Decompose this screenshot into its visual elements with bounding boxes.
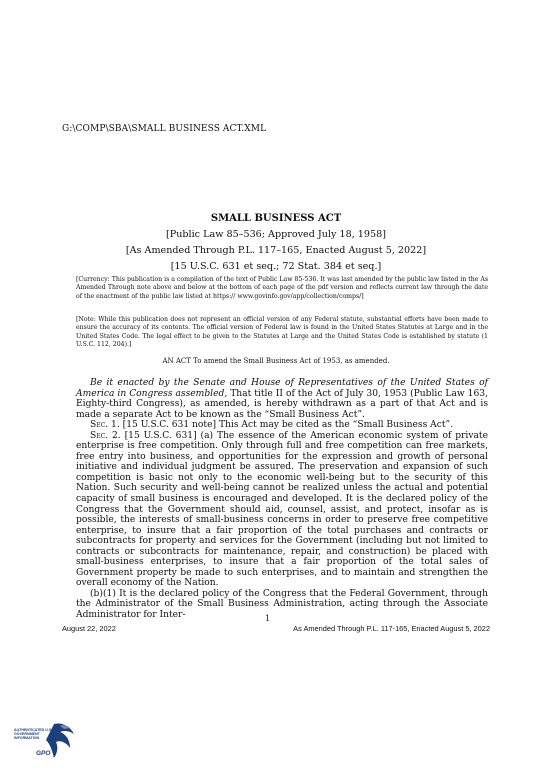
seal-text: AUTHENTICATED U.S. GOVERNMENT INFORMATION — [14, 728, 53, 741]
usc-citation-line: [15 U.S.C. 631 et seq.; 72 Stat. 384 et seq.] — [170, 261, 382, 272]
act-title-line: AN ACT To amend the Small Business Act of 1953, as amended. — [162, 357, 390, 365]
official-version-note: [Note: While this publication does not represent an official version of any Federal statute, substantial efforts have been made to ensure the accuracy of its contents. The official version of Federal law is found in the United States Statutes at Large and in the United States Code. The legal effect to be given to the Statutes at Large and the United States Code is established by statute (1 U.S.C. 112, 204).] — [76, 316, 488, 349]
document-title: SMALL BUSINESS ACT — [210, 213, 342, 224]
paragraph-b1: (b)(1) It is the declared policy of the Congress that the Federal Government, through the Administrator of the Small Business Administration, acting through the Associate Administrator for Inter- — [76, 588, 488, 621]
gpo-logo-text: GPO — [36, 750, 51, 757]
eagle-seal-icon — [14, 718, 80, 766]
public-law-line: [Public Law 85–536; Approved July 18, 1958] — [166, 229, 386, 240]
amended-through-line: [As Amended Through P.L. 117–165, Enacted August 5, 2022] — [125, 245, 427, 256]
enacting-clause-text: That title II of the Act of July 30, 1953 (Public Law 163, Eighty-third Congress), as amended, is hereby withdrawn as a part of that Act and is made a separate Act to be known as the “Small Business Act”. — [76, 388, 488, 420]
footer-date: August 22, 2022 — [62, 624, 116, 633]
page-number: 1 — [265, 614, 271, 623]
file-path: G:\COMP\SBA\SMALL BUSINESS ACT.XML — [62, 124, 267, 134]
enacting-clause-italic: Be it enacted by the Senate and House of Representatives of the United States of America in Congress assembled, — [76, 378, 488, 399]
section-2-text: [15 U.S.C. 631] (a) The essence of the American economic system of private enterprise is free competition. Only through full and free competition can free markets, free entry into business, and opportunities for the expression and growth of personal initiative and individual judgment be assured. The preservation and expansion of such competition is basic not only to the economic well-being but to the security of this Nation. Such security and well-being cannot be realized unless the actual and potential capacity of small business is encouraged and developed. It is the declared policy of the Congress that the Government should aid, counsel, assist, and protect, insofar as is possible, the interests of small-business concerns in order to preserve free competitive enterprise, to insure that a fair proportion of the total purchases and contracts or subcontracts for property and services for the Government (including but not limited to contracts or subcontracts for maintenance, repair, and construction) be placed with small-business enterprises, to insure that a fair proportion of the total sales of Government property be made to such enterprises, and to maintain and strengthen the overall economy of the Nation. — [76, 430, 488, 589]
section-1-label: Sec. 1. — [90, 420, 120, 431]
section-1-text: [15 U.S.C. 631 note] This Act may be cited as the “Small Business Act”. — [119, 420, 454, 431]
currency-note: [Currency: This publication is a compilation of the text of Public Law 85-536. It was last amended by the public law listed in the As Amended Through note above and below at the bottom of each page of the pdf version and reflects current law through the date of the enactment of the public law listed at https:// www.govinfo.gov/app/collection/comps/] — [76, 276, 488, 300]
section-2 — [76, 431, 488, 589]
statute-body — [76, 378, 488, 621]
gpo-authentication-seal — [14, 718, 80, 766]
enacting-clause — [76, 378, 488, 420]
section-1 — [76, 420, 488, 431]
section-2-label: Sec. 2. — [90, 430, 121, 441]
footer-amended: As Amended Through P.L. 117-165, Enacted August 5, 2022 — [293, 624, 490, 633]
